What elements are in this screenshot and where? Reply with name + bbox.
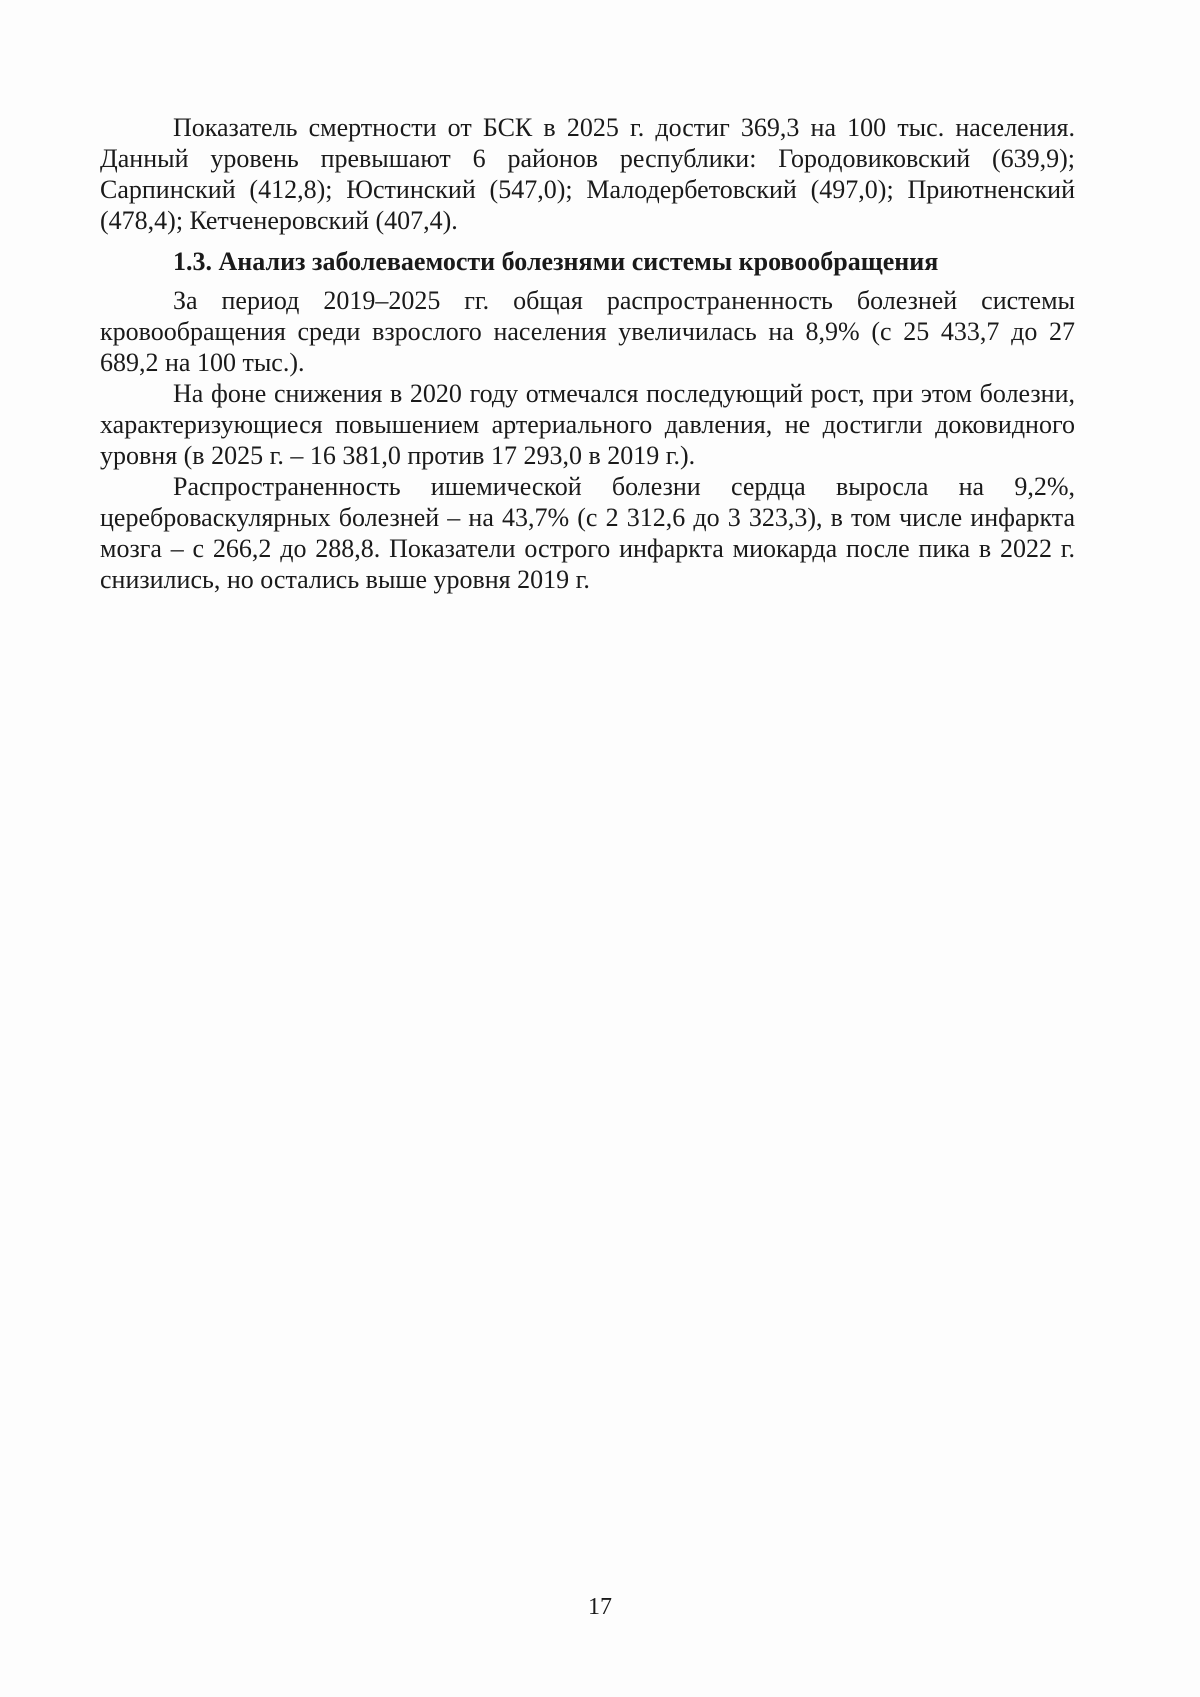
paragraph-blood-pressure: На фоне снижения в 2020 году отмечался последующий рост, при этом болезни, характеризующиеся повышением артериального давления, не достигли доковидного уровня (в 2025 г. – 16 381,0 против 17 293,0 в 2019 г.). [100, 379, 1075, 470]
paragraph-prevalence-period: За период 2019–2025 гг. общая распространенность болезней системы кровообращения среди взрослого населения увеличилась на 8,9% (с 25 433,7 до 27 689,2 на 100 тыс.). [100, 286, 1075, 377]
section-heading: 1.3. Анализ заболеваемости болезнями системы кровообращения [173, 247, 939, 276]
page-number: 17 [588, 1594, 612, 1620]
document-body [100, 112, 1075, 595]
paragraph-mortality-rate: Показатель смертности от БСК в 2025 г. достиг 369,3 на 100 тыс. населения. Данный уровень превышают 6 районов республики: Городовиковский (639,9); Сарпинский (412,8); Юстинский (547,0); Малодербетовский (497,0); Приютненский (478,4); Кетченеровский (407,4). [100, 113, 1075, 235]
paragraph-ischemic-disease: Распространенность ишемической болезни сердца выросла на 9,2%, цереброваскулярных болезней – на 43,7% (с 2 312,6 до 3 323,3), в том числе инфаркта мозга – с 266,2 до 288,8. Показатели острого инфаркта миокарда после пика в 2022 г. снизились, но остались выше уровня 2019 г. [100, 472, 1075, 594]
